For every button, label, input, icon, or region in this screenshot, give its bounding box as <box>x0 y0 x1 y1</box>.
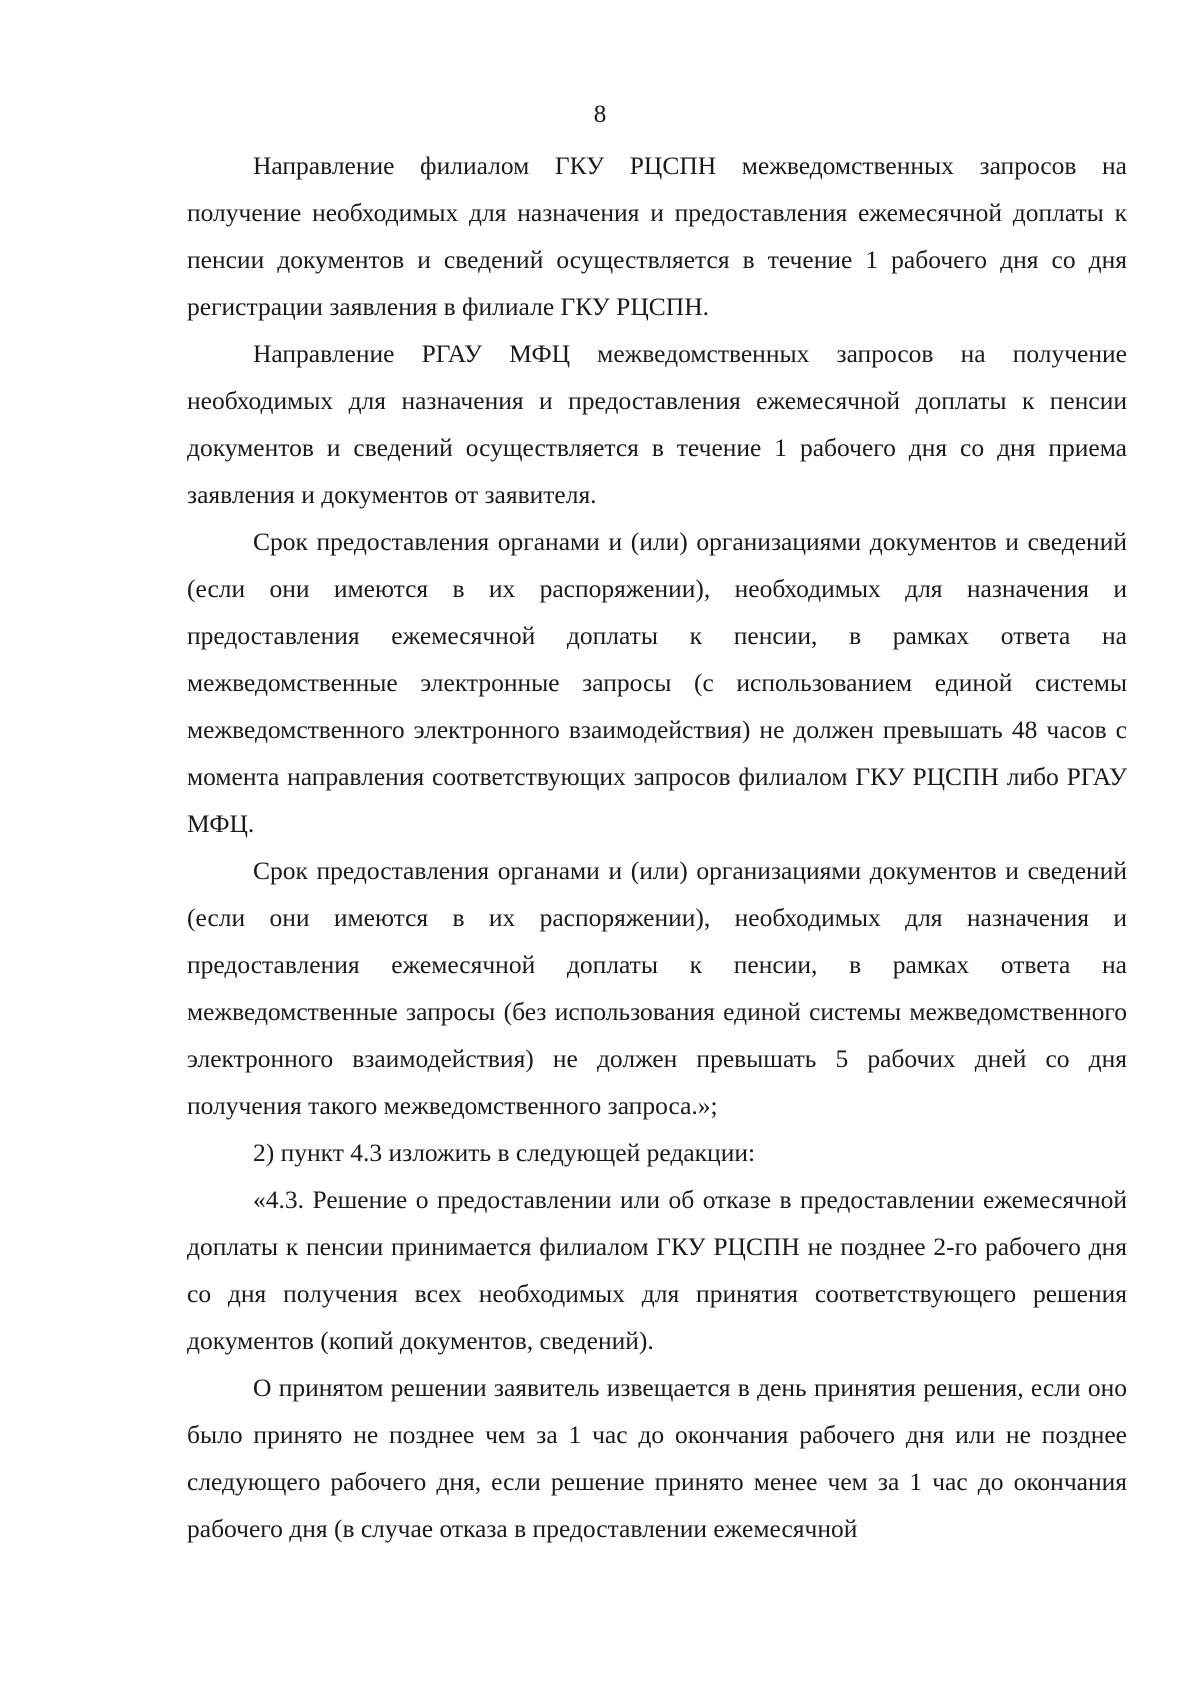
page-number: 8 <box>593 101 607 128</box>
paragraph-interagency-requests-branch: Направление филиалом ГКУ РЦСПН межведомственных запросов на получение необходимых для назначения и предоставления ежемесячной доплаты к пенсии документов и сведений осуществляется в течение 1 рабочего дня со дня регистрации заявления в филиале ГКУ РЦСПН. <box>187 151 1127 321</box>
document-body <box>187 142 1127 1552</box>
paragraph-amendment-item-2: 2) пункт 4.3 изложить в следующей редакции: <box>253 1138 756 1167</box>
paragraph-electronic-response-deadline: Срок предоставления органами и (или) организациями документов и сведений (если они имеются в их распоряжении), необходимых для назначения и предоставления ежемесячной доплаты к пенсии, в рамках ответа на межведомственные электронные запросы (с использованием единой системы межведомственного электронного взаимодействия) не должен превышать 48 часов с момента направления соответствующих запросов филиалом ГКУ РЦСПН либо РГАУ МФЦ. <box>187 527 1127 838</box>
paragraph-non-electronic-response-deadline: Срок предоставления органами и (или) организациями документов и сведений (если они имеются в их распоряжении), необходимых для назначения и предоставления ежемесячной доплаты к пенсии, в рамках ответа на межведомственные запросы (без использования единой системы межведомственного электронного взаимодействия) не должен превышать 5 рабочих дней со дня получения такого межведомственного запроса.»; <box>187 856 1127 1120</box>
paragraph-interagency-requests-mfc: Направление РГАУ МФЦ межведомственных запросов на получение необходимых для назначения и предоставления ежемесячной доплаты к пенсии документов и сведений осуществляется в течение 1 рабочего дня со дня приема заявления и документов от заявителя. <box>187 339 1127 509</box>
paragraph-applicant-notification: О принятом решении заявитель извещается в день принятия решения, если оно было принято не позднее чем за 1 час до окончания рабочего дня или не позднее следующего рабочего дня, если решение принято менее чем за 1 час до окончания рабочего дня (в случае отказа в предоставлении ежемесячной <box>187 1373 1127 1543</box>
paragraph-clause-4-3: «4.3. Решение о предоставлении или об отказе в предоставлении ежемесячной доплаты к пенсии принимается филиалом ГКУ РЦСПН не позднее 2-го рабочего дня со дня получения всех необходимых для принятия соответствующего решения документов (копий документов, сведений). <box>187 1185 1127 1355</box>
